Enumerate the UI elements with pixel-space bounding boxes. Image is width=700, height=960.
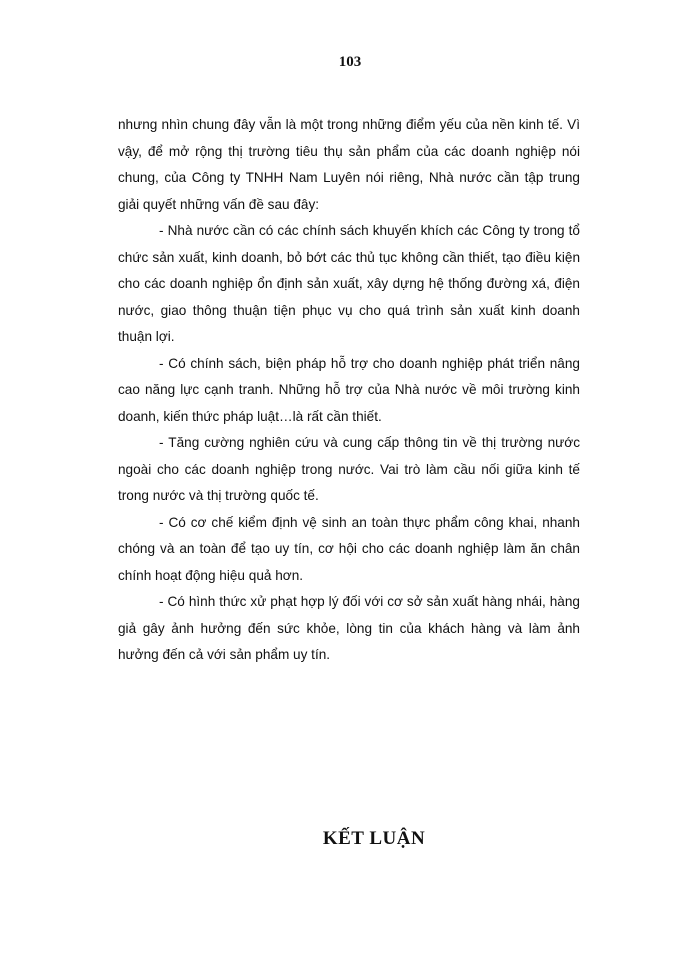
paragraph-market-information: - Tăng cường nghiên cứu và cung cấp thông tin về thị trường nước ngoài cho các doanh nghiệp trong nước. Vai trò làm cầu nối giữa kinh tế trong nước và thị trường quốc tế. xyxy=(118,435,580,503)
paragraph-policy-support: - Nhà nước cần có các chính sách khuyến khích các Công ty trong tổ chức sản xuất, kinh doanh, bỏ bớt các thủ tục không cần thiết, tạo điều kiện cho các doanh nghiệp ổn định sản xuất, xây dựng hệ thống đường xá, điện nước, giao thông thuận tiện phục vụ cho quá trình sản xuất kinh doanh thuận lợi. xyxy=(118,223,580,344)
page-number: 103 xyxy=(338,54,362,70)
body-text xyxy=(118,112,580,669)
paragraph-competitiveness: - Có chính sách, biện pháp hỗ trợ cho doanh nghiệp phát triển nâng cao năng lực cạnh tranh. Những hỗ trợ của Nhà nước về môi trường kinh doanh, kiến thức pháp luật…là rất cần thiết. xyxy=(118,355,580,424)
paragraph-food-safety: - Có cơ chế kiểm định vệ sinh an toàn thực phẩm công khai, nhanh chóng và an toàn để tạo uy tín, cơ hội cho các doanh nghiệp làm ăn chân chính hoạt động hiệu quả hơn. xyxy=(118,514,580,583)
section-title-conclusion: KẾT LUẬN xyxy=(322,828,426,849)
paragraph-intro: nhưng nhìn chung đây vẫn là một trong những điểm yếu của nền kinh tế. Vì vậy, để mở rộng thị trường tiêu thụ sản phẩm của các doanh nghiệp nói chung, của Công ty TNHH Nam Luyên nói riêng, Nhà nước cần tập trung giải quyết những vấn đề sau đây: xyxy=(118,117,580,212)
paragraph-counterfeit-penalty: - Có hình thức xử phạt hợp lý đối với cơ sở sản xuất hàng nhái, hàng giả gây ảnh hưởng đến sức khỏe, lòng tin của khách hàng và làm ảnh hưởng đến cả với sản phẩm uy tín. xyxy=(118,594,580,662)
